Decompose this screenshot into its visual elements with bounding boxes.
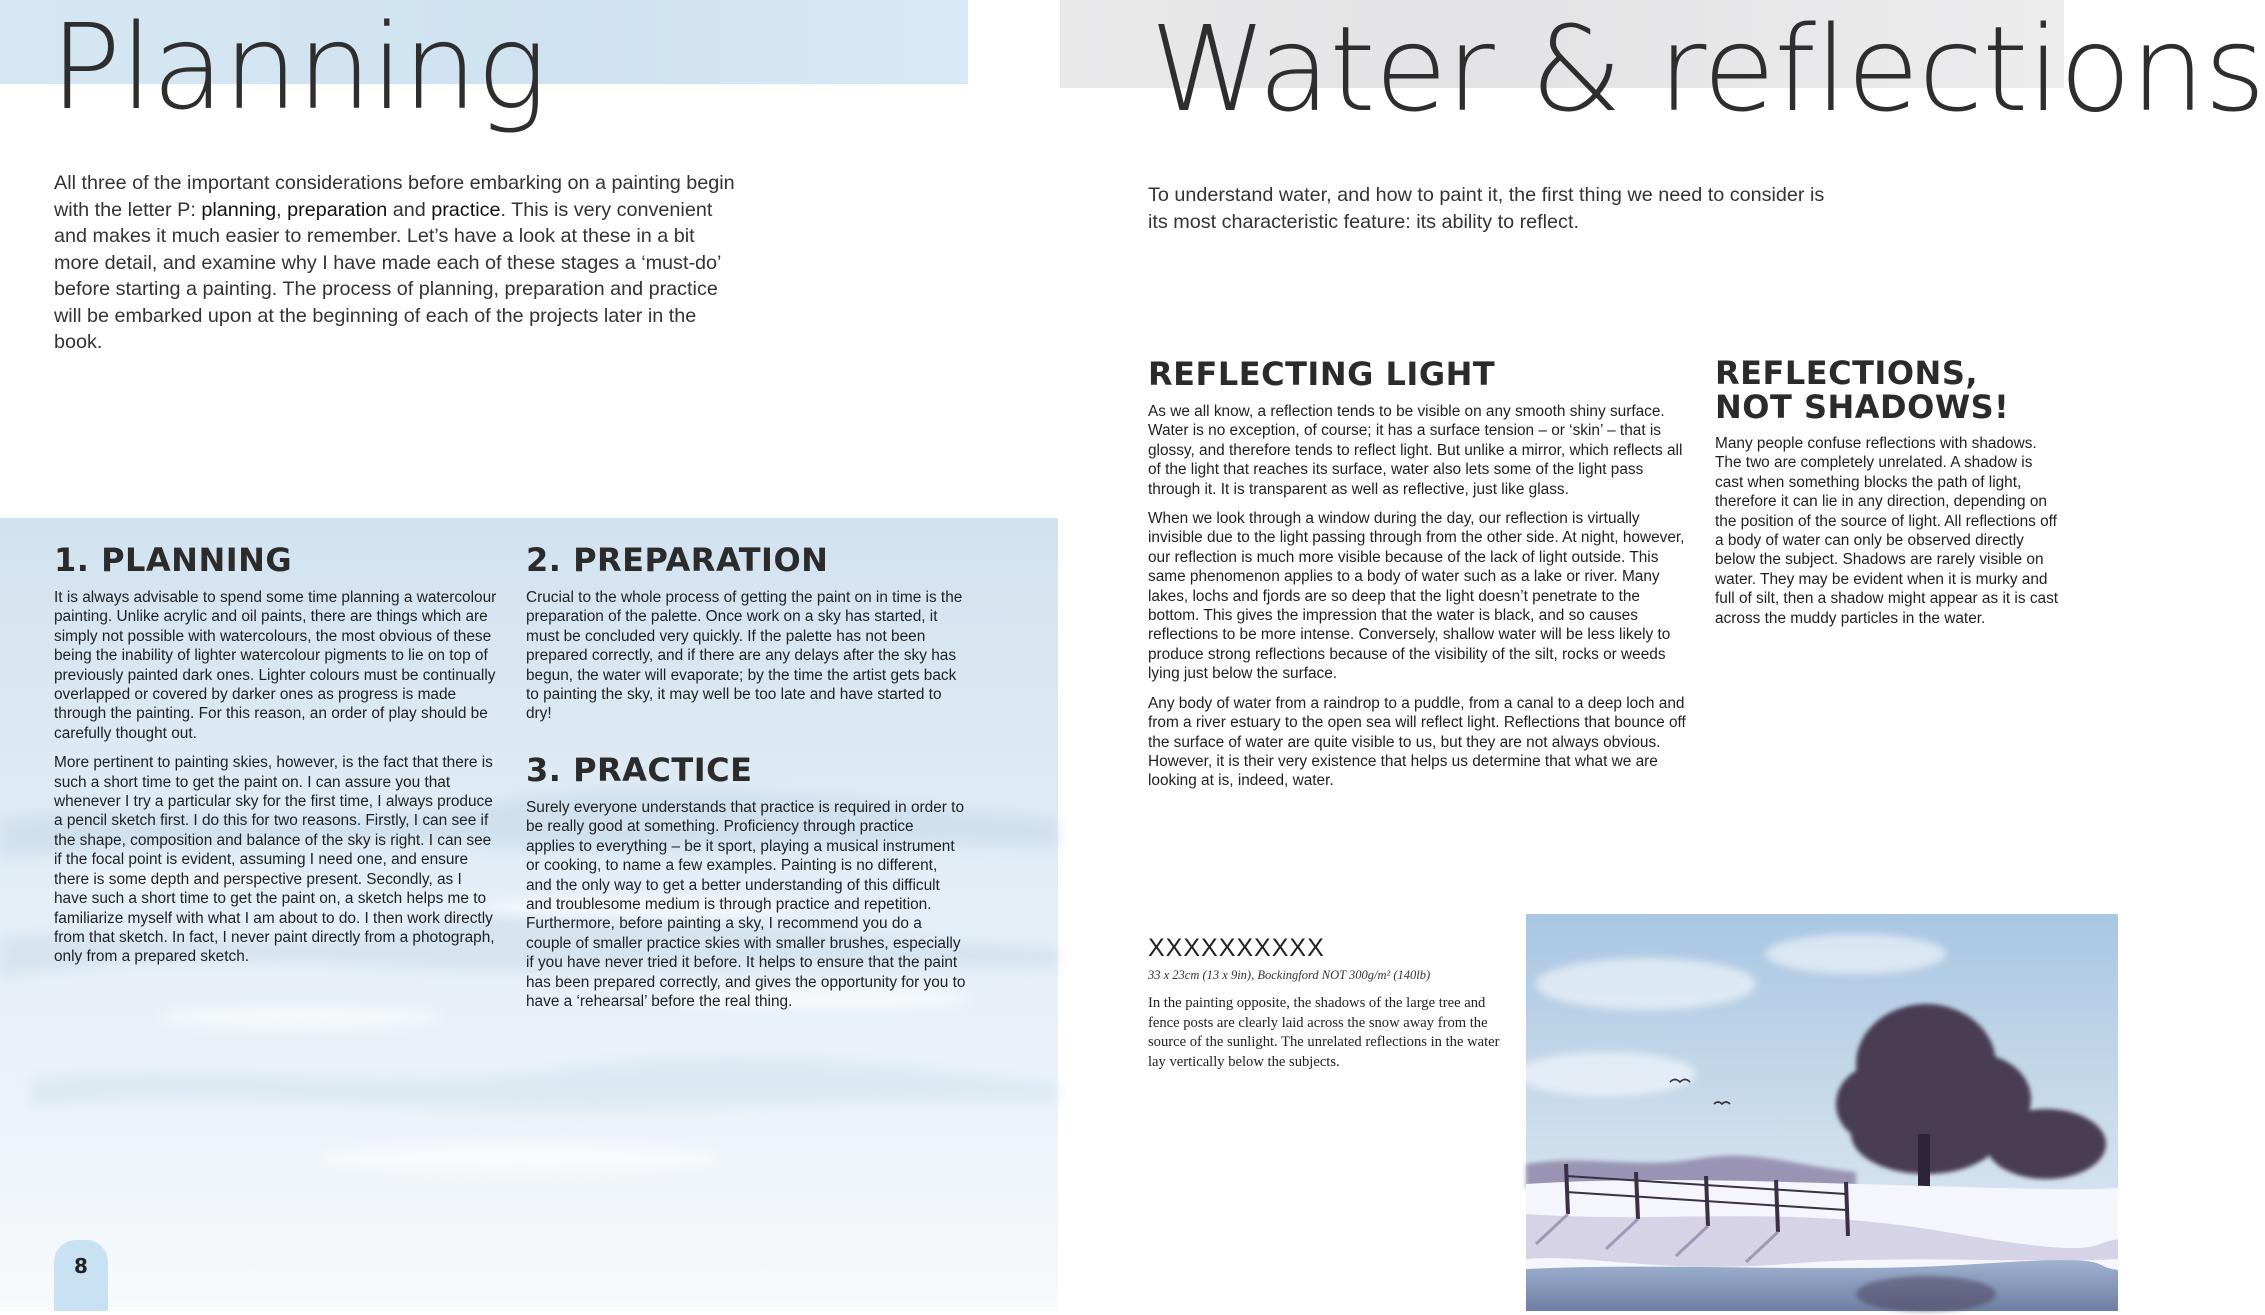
intro-paragraph-left [54,170,744,356]
page-number: 8 [54,1240,108,1311]
reflecting-light-column [1148,402,1688,801]
intro-keyword-practice: practice [431,198,501,221]
intro-paragraph-right: To understand water, and how to paint it, the first thing we need to consider is its most characteristic feature: its ability to reflect. [1148,184,1825,233]
heading-reflecting-light: REFLECTING LIGHT [1148,355,1496,393]
preparation-paragraph-1: Crucial to the whole process of getting the paint on in time is the preparation of the palette. Once work on a sky has started, it must be concluded very quickly. If the palette has not been prepared correctly, and if there are any delays after the sky has begun, the water will evaporate; by the time the artist gets back to painting the sky, it may well be too late and have started to dry! [526,589,963,723]
heading-planning: 1. PLANNING [54,541,293,579]
page-title-right: Water & reflections [1150,0,2265,138]
intro-text-1: All three of the important considerations before embarking on a painting begin with the letter P: [54,172,735,221]
painting-icon [1526,914,2118,1311]
reflecting-paragraph-3: Any body of water from a raindrop to a puddle, from a canal to a deep loch and from a river estuary to the open sea will reflect light. Reflections that bounce off the surface of water are quite visible to us, but they are not always obvious. However, it is their very existence that helps us determine that what we are looking at is, indeed, water. [1148,694,1686,790]
caption-title: XXXXXXXXXX [1148,934,1325,962]
intro-keyword-planning: planning [201,198,277,221]
intro-text-3: and [387,198,432,221]
planning-column [54,588,499,977]
not-shadows-paragraph-1: Many people confuse reflections with shadows. The two are completely unrelated. A shadow is cast when something blocks the path of light, therefore it can lie in any direction, depending on the position of the source of light. All reflections off a body of water can only be observed directly below the subject. Shadows are rarely visible on water. They may be evident when it is murky and full of silt, then a shadow might appear as it is cast across the muddy particles in the water. [1715,435,2059,627]
intro-text-4: . This is very convenient and makes it much easier to remember. Let’s have a look at these in a bit more detail, and examine why I have made each of these stages a ‘must-do’ before starting a painting. The process of planning, preparation and practice will be embarked upon at the beginning of each of the projects later in the book. [54,198,721,353]
heading-line-1: REFLECTIONS, [1715,354,1979,392]
caption-subtitle: 33 x 23cm (13 x 9in), Bockingford NOT 300g/m² (140lb) [1148,968,1431,982]
page-title-left: Planning [50,0,547,136]
intro-text-2: , [276,198,288,221]
planning-paragraph-1: It is always advisable to spend some time planning a watercolour painting. Unlike acrylic and oil paints, there are things which are simply not possible with watercolours, the most obvious of these being the inability of lighter watercolour pigments to lie on top of previously painted dark ones. Lighter colours must be continually overlapped or covered by darker ones as progress is made through the painting. For this reason, an order of play should be carefully thought out. [54,589,497,742]
heading-line-2: NOT SHADOWS! [1715,388,2010,426]
practice-paragraph-1: Surely everyone understands that practice is required in order to be really good at something. Proficiency through practice applies to everything – be it sport, playing a musical instrument or cooking, to name a few examples. Painting is no different, and the only way to get a better understanding of this difficult and troublesome medium is through practice and repetition. Furthermore, before painting a sky, I recommend you do a couple of smaller practice skies with smaller brushes, especially if you have never tried it before. It helps to ensure that the paint has been prepared correctly, and gives the opportunity for you to have a ‘rehearsal’ before the real thing. [526,799,966,1011]
heading-reflections-not-shadows [1715,356,2009,424]
planning-paragraph-2: More pertinent to painting skies, however, is the fact that there is such a short time to get the paint on. I can assure you that whenever I try a particular sky for the first time, I always produce a pencil sketch first. I do this for two reasons. Firstly, I can see if the shape, composition and balance of the sky is right. I can see if the focal point is evident, assuming I need one, and ensure there is some depth and perspective present. Secondly, as I have such a short time to get the paint on, a sketch helps me to familiarize myself with what I am about to do. I then work directly from that sketch. In fact, I never paint directly from a photograph, only from a prepared sketch. [54,754,495,966]
intro-keyword-preparation: preparation [287,198,388,221]
not-shadows-column [1715,434,2060,638]
preparation-column [526,588,966,734]
caption-body: In the painting opposite, the shadows of the large tree and fence posts are clearly laid across the snow away from the source of the sunlight. The unrelated reflections in the water lay vertically below the subjects. [1148,995,1500,1070]
heading-preparation: 2. PREPARATION [526,541,829,579]
reflecting-paragraph-2: When we look through a window during the day, our reflection is virtually invisible due to the light passing through from the other side. At night, however, our reflection is much more visible because of the lack of light outside. This same phenomenon applies to a body of water such as a lake or river. Many lakes, lochs and fjords are so deep that the light doesn’t penetrate to the bottom. This gives the impression that the water is black, and so causes reflections to be more intense. Conversely, shallow water will be less likely to produce strong reflections because of the visibility of the silt, rocks or weeds lying just below the surface. [1148,510,1685,683]
practice-column [526,798,966,1021]
reflecting-paragraph-1: As we all know, a reflection tends to be visible on any smooth shiny surface. Water is no exception, of course; it has a surface tension – or ‘skin’ – that is glossy, and therefore tends to reflect light. But unlike a mirror, which reflects all of the light that reaches its surface, water also lets some of the light pass through it. It is transparent as well as reflective, just like glass. [1148,403,1683,498]
heading-practice: 3. PRACTICE [526,751,753,789]
snow-landscape-painting [1526,914,2118,1311]
